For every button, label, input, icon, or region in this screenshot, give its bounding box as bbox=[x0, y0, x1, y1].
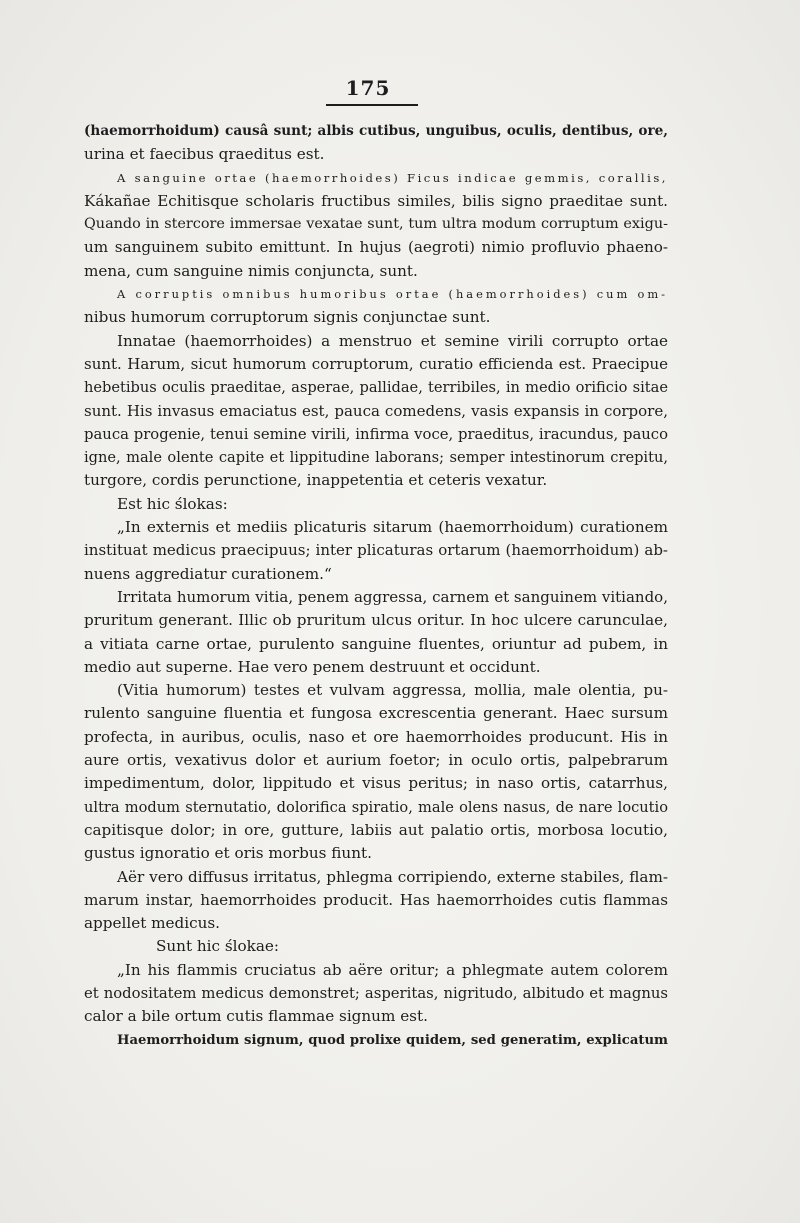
paragraph bbox=[84, 167, 668, 283]
text-line: Irritata humorum vitia, penem aggressa, carnem et sanguinem vitiando, bbox=[117, 587, 668, 606]
paragraph bbox=[84, 1029, 668, 1052]
text-line: instituat medicus praecipuus; inter plicaturas ortarum (haemorrhoidum) ab- bbox=[84, 541, 668, 560]
text-line: Quando in stercore immersae vexatae sunt, tum ultra modum corruptum exigu- bbox=[84, 216, 668, 233]
text-line: aure ortis, vexativus dolor et aurium foetor; in oculo ortis, palpebrarum bbox=[84, 751, 668, 770]
text-line: nuens aggrediatur curationem.“ bbox=[84, 564, 332, 583]
text-line: rulento sanguine fluentia et fungosa excrescentia generant. Haec sursum bbox=[84, 704, 668, 723]
text-line: a vitiata carne ortae, purulento sanguine fluentes, oriuntur ad pubem, in bbox=[84, 634, 668, 653]
text-line: pruritum generant. Illic ob pruritum ulcus oritur. In hoc ulcere carunculae, bbox=[84, 611, 668, 630]
text-line: Est hic ślokas: bbox=[117, 494, 228, 513]
text-line: Haemorrhoidum signum, quod prolixe quidem, sed generatim, explicatum bbox=[117, 1032, 668, 1048]
text-line: (Vitia humorum) testes et vulvam aggressa, mollia, male olentia, pu- bbox=[117, 681, 668, 700]
text-line: calor a bile ortum cutis flammae signum est. bbox=[84, 1007, 428, 1026]
text-line: (haemorrhoidum) causâ sunt; albis cutibus, unguibus, oculis, dentibus, ore, bbox=[84, 123, 668, 139]
text-line: appellet medicus. bbox=[84, 914, 220, 933]
paragraph bbox=[84, 866, 668, 936]
text-line: Sunt hic ślokae: bbox=[156, 937, 280, 956]
text-line: A sanguine ortae (haemorrhoides) Ficus indicae gemmis, corallis, bbox=[117, 170, 668, 185]
text-line: medio aut superne. Hae vero penem destruunt et occidunt. bbox=[84, 657, 541, 676]
paragraph bbox=[84, 283, 668, 330]
header-rule bbox=[326, 104, 418, 106]
text-line: urina et faecibus qraeditus est. bbox=[84, 145, 325, 164]
text-line: sunt. His invasus emaciatus est, pauca comedens, vasis expansis in corpore, bbox=[84, 401, 668, 420]
text-line: impedimentum, dolor, lippitudo et visus peritus; in naso ortis, catarrhus, bbox=[84, 774, 668, 793]
text-line: Aër vero diffusus irritatus, phlegma corripiendo, externe stabiles, flam- bbox=[117, 867, 668, 886]
text-line: „In externis et mediis plicaturis sitarum (haemorrhoidum) curationem bbox=[117, 518, 668, 537]
paragraph bbox=[84, 935, 668, 958]
paragraph bbox=[84, 586, 668, 679]
text-line: sunt. Harum, sicut humorum corruptorum, curatio efficienda est. Praecipue bbox=[84, 354, 668, 373]
text-line: hebetibus oculis praeditae, asperae, pallidae, terribiles, in medio orificio sitae bbox=[84, 379, 668, 397]
text-line: pauca progenie, tenui semine virili, infirma voce, praeditus, iracundus, pauco bbox=[84, 425, 668, 443]
text-line: „In his flammis cruciatus ab aëre oritur; a phlegmate autem colorem bbox=[117, 960, 668, 979]
page-number: 175 bbox=[345, 76, 391, 100]
text-line: Kákañae Echitisque scholaris fructibus similes, bilis signo praeditae sunt. bbox=[84, 191, 668, 210]
paragraph bbox=[84, 679, 668, 865]
text-line: capitisque dolor; in ore, gutture, labiis aut palatio ortis, morbosa locutio, bbox=[84, 820, 668, 839]
text-line: profecta, in auribus, oculis, naso et ore haemorrhoides producunt. His in bbox=[84, 727, 668, 746]
text-line: um sanguinem subito emittunt. In hujus (aegroti) nimio profluvio phaeno- bbox=[84, 238, 668, 257]
paragraph bbox=[84, 516, 668, 586]
text-line: igne, male olente capite et lippitudine laborans; semper intestinorum crepitu, bbox=[84, 449, 668, 467]
paragraph bbox=[84, 959, 668, 1029]
paragraph bbox=[84, 493, 668, 516]
text-line: nibus humorum corruptorum signis conjunctae sunt. bbox=[84, 308, 491, 327]
text-line: ultra modum sternutatio, dolorifica spiratio, male olens nasus, de nare locutio bbox=[84, 798, 668, 816]
paragraph bbox=[84, 120, 668, 167]
text-line: et nodositatem medicus demonstret; asperitas, nigritudo, albitudo et magnus bbox=[84, 984, 668, 1002]
body-text bbox=[84, 120, 668, 1052]
text-line: gustus ignoratio et oris morbus fiunt. bbox=[84, 844, 372, 863]
text-line: Innatae (haemorrhoides) a menstruo et semine virili corrupto ortae bbox=[117, 331, 668, 350]
paragraph bbox=[84, 330, 668, 493]
text-line: mena, cum sanguine nimis conjuncta, sunt. bbox=[84, 261, 418, 280]
text-line: marum instar, haemorrhoides producit. Has haemorrhoides cutis flammas bbox=[84, 890, 668, 909]
text-line: A corruptis omnibus humoribus ortae (haemorrhoides) cum om- bbox=[117, 287, 668, 302]
text-line: turgore, cordis perunctione, inappetentia et ceteris vexatur. bbox=[84, 471, 548, 490]
